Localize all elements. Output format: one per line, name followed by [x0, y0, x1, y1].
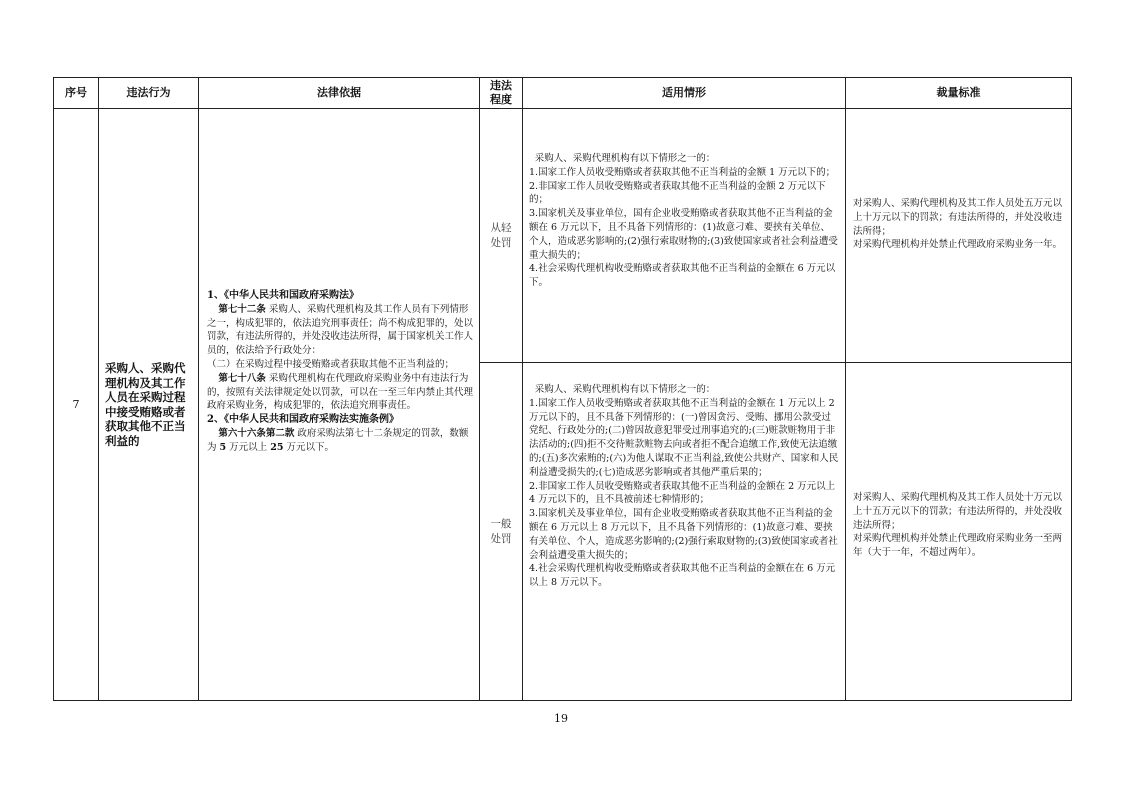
article-66-num2: 25 — [270, 441, 284, 453]
standard-lenient-line2: 对采购代理机构并处禁止代理政府采购业务一年。 — [853, 239, 1063, 251]
situation-lenient — [523, 109, 846, 363]
degree-lenient-line1: 从轻 — [490, 221, 512, 234]
article-66-label: 第六十六条第二款 — [218, 427, 295, 439]
law2-title: 2、《中华人民共和国政府采购法实施条例》 — [207, 414, 399, 426]
situation-lenient-item3: 3.国家机关及事业单位，国有企业收受贿赂或者获取其他不正当利益的金额在 6 万元以下，且不具备下列情形的：(1)故意刁难、要挟有关单位、个人，造成恶劣影响的;(2)强行索取财物的;(3)致使国家或者社会利益遭受重大损失的； — [529, 208, 838, 261]
violation-act: 采购人、采购代理机构及其工作人员在采购过程中接受贿赂或者获取其他不正当利益的 — [99, 109, 199, 701]
standard-lenient — [846, 109, 1072, 363]
header-act: 违法行为 — [99, 78, 199, 109]
article-78-label: 第七十八条 — [218, 372, 266, 384]
degree-general — [480, 363, 523, 701]
degree-general-line2: 处罚 — [490, 532, 512, 545]
header-degree-line1: 违法 — [490, 79, 512, 92]
situation-general — [523, 363, 846, 701]
header-degree-line2: 程度 — [490, 93, 512, 106]
article-66-text-b: 万元以上 — [226, 441, 271, 453]
degree-lenient-line2: 处罚 — [490, 236, 512, 249]
situation-lenient-intro: 采购人、采购代理机构有以下情形之一的： — [534, 153, 716, 164]
article-66-num1: 5 — [219, 441, 227, 453]
situation-general-item2: 2.非国家工作人员收受贿赂或者获取其他不正当利益的金额在 2 万元以上 4 万元以下的，且不具被前述七种情形的； — [529, 480, 836, 506]
header-no: 序号 — [54, 78, 99, 109]
article-66-text-c: 万元以下。 — [283, 441, 334, 453]
row-number: 7 — [54, 109, 99, 701]
law1-title: 1、《中华人民共和国政府采购法》 — [207, 290, 359, 301]
situation-general-intro: 采购人、采购代理机构有以下情形之一的： — [534, 384, 716, 395]
article-72 — [207, 303, 473, 358]
situation-lenient-item1: 1.国家工作人员收受贿赂或者获取其他不正当利益的金额 1 万元以下的； — [529, 166, 836, 178]
table-row — [54, 109, 1072, 363]
standard-general-line1: 对采购人、采购代理机构及其工作人员处十万元以上十五万元以下的罚款；有违法所得的，并处没收违法所得； — [853, 492, 1063, 531]
degree-general-line1: 一般 — [490, 517, 512, 530]
situation-general-item1: 1.国家工作人员收受贿赂或者获取其他不正当利益的金额在 1 万元以上 2 万元以下的，且不具备下列情形的：(一)曾因贪污、受贿、挪用公款受过党纪、行政处分的;(二)曾因故意犯罪受过刑事追究的;(三)赃款赃物用于非法活动的;(四)拒不交待赃款赃物去向或者拒不配合追缴工作,致使无法追缴的;(五)多次索贿的;(六)为他人谋取不正当利益,致使公共财产、国家和人民利益遭受损失的;(七)造成恶劣影响或者其他严重后果的； — [529, 397, 839, 478]
header-row — [54, 78, 1072, 109]
standard-lenient-line1: 对采购人、采购代理机构及其工作人员处五万元以上十万元以下的罚款；有违法所得的，并处没收违法所得； — [853, 198, 1063, 237]
article-72-item2: （二）在采购过程中接受贿赂或者获取其他不正当利益的； — [207, 358, 455, 370]
header-degree — [480, 78, 523, 109]
article-72-label: 第七十二条 — [218, 303, 266, 315]
article-66-text-a: 政府采购法第七十二条规定的罚款，数额为 — [207, 427, 469, 453]
penalty-table — [53, 77, 1072, 701]
article-66 — [207, 427, 473, 455]
header-situation: 适用情形 — [523, 78, 846, 109]
situation-lenient-item2: 2.非国家工作人员收受贿赂或者获取其他不正当利益的金额 2 万元以下的； — [529, 180, 826, 206]
degree-lenient — [480, 109, 523, 363]
situation-lenient-item4: 4.社会采购代理机构收受贿赂或者获取其他不正当利益的金额在 6 万元以下。 — [529, 263, 836, 289]
situation-general-item4: 4.社会采购代理机构收受贿赂或者获取其他不正当利益的金额在在 6 万元以上 8 万元以下。 — [529, 563, 836, 589]
article-78-text: 采购代理机构在代理政府采购业务中有违法行为的，按照有关法律规定处以罚款，可以在一至三年内禁止其代理政府采购业务，构成犯罪的，依法追究刑事责任。 — [207, 372, 474, 412]
standard-general-line2: 对采购代理机构并处禁止代理政府采购业务一至两年（大于一年，不超过两年）。 — [853, 533, 1063, 559]
header-basis: 法律依据 — [199, 78, 480, 109]
standard-general — [846, 363, 1072, 701]
header-standard: 裁量标准 — [846, 78, 1072, 109]
situation-general-item3: 3.国家机关及事业单位，国有企业收受贿赂或者获取其他不正当利益的金额在 6 万元以上 8 万元以下，且不具备下列情形的：(1)故意刁难、要挟有关单位、个人，造成恶劣影响的;(2)强行索取财物的;(3)致使国家或者社会利益遭受重大损失的； — [529, 508, 838, 561]
article-72-text: 采购人、采购代理机构及其工作人员有下列情形之一，构成犯罪的，依法追究刑事责任；尚不构成犯罪的，处以罚款，有违法所得的，并处没收违法所得，属于国家机关工作人员的，依法给予行政处分： — [207, 303, 474, 357]
page-number: 19 — [554, 712, 568, 725]
article-78 — [207, 372, 473, 413]
legal-basis — [199, 109, 480, 701]
